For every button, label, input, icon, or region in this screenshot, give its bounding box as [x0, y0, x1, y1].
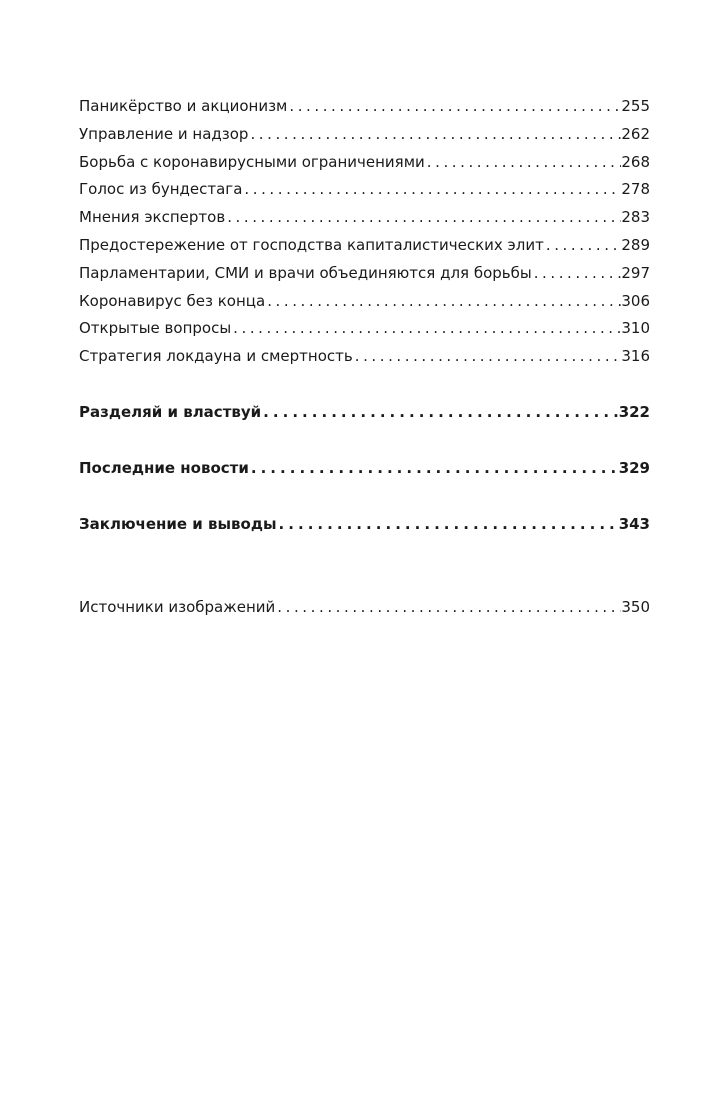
toc-entry [79, 343, 650, 371]
toc-leader-dots [265, 288, 621, 316]
toc-entry-title: Управление и надзор [79, 124, 249, 143]
toc-chapter-page: 343 [618, 514, 650, 533]
toc-entry [79, 176, 650, 204]
toc-chapter-page: 322 [618, 402, 650, 421]
toc-chapter [79, 399, 650, 427]
toc-leader-dots [287, 93, 621, 121]
toc-entry-page: 255 [621, 97, 650, 115]
toc-entry-title: Коронавирус без конца [79, 291, 266, 310]
toc-entry-title: Мнения экспертов [79, 208, 226, 227]
toc-leader-dots [353, 343, 622, 371]
toc-entry [79, 288, 650, 316]
toc-entry-page: 289 [621, 235, 650, 254]
toc-spacer [79, 371, 650, 399]
toc-entry-title: Голос из бундестага [79, 180, 243, 199]
toc-chapter-title: Заключение и выводы [79, 514, 277, 533]
toc-entry [79, 121, 650, 149]
toc-chapter [79, 511, 650, 539]
toc-entry-page: 306 [621, 291, 650, 310]
toc-leader-dots [275, 594, 621, 622]
toc-chapter-page: 329 [618, 458, 650, 477]
toc-appendix-page: 350 [621, 598, 650, 617]
toc-leader-dots [277, 511, 619, 539]
toc-entry-title: Открытые вопросы [79, 319, 232, 338]
toc-entry [79, 232, 650, 260]
toc-entry-title: Стратегия локдауна и смертность [79, 347, 353, 366]
toc-appendix-title: Источники изображений [79, 598, 276, 617]
toc-entry-page: 262 [621, 124, 650, 143]
table-of-contents [79, 93, 650, 622]
toc-leader-dots [242, 176, 621, 204]
toc-entry-title: Паникёрство и акционизм [79, 97, 288, 115]
toc-appendix [79, 594, 650, 622]
toc-leader-dots [425, 149, 622, 177]
toc-entry-title: Борьба с коронавирусными ограничениями [79, 152, 425, 171]
toc-entry-page: 310 [621, 319, 650, 338]
toc-leader-dots [261, 399, 619, 427]
toc-entry-page: 268 [621, 152, 650, 171]
toc-entry-title: Предостережение от господства капиталистических элит [79, 235, 544, 254]
toc-chapter [79, 455, 650, 483]
toc-entry-page: 316 [621, 347, 650, 366]
toc-entry-page: 283 [621, 208, 650, 227]
toc-entry-page: 297 [621, 263, 650, 282]
toc-leader-dots [544, 232, 621, 260]
toc-entry-page: 278 [621, 180, 650, 199]
toc-chapter-title: Разделяй и властвуй [79, 402, 262, 421]
toc-entry [79, 260, 650, 288]
toc-spacer [79, 483, 650, 511]
toc-leader-dots [248, 121, 621, 149]
toc-leader-dots [231, 315, 621, 343]
toc-entry [79, 204, 650, 232]
toc-spacer [79, 427, 650, 455]
toc-leader-dots [532, 260, 622, 288]
toc-leader-dots [249, 455, 619, 483]
toc-entry [79, 93, 650, 121]
toc-entry [79, 149, 650, 177]
toc-leader-dots [225, 204, 621, 232]
toc-entry [79, 315, 650, 343]
toc-spacer [79, 538, 650, 594]
toc-chapter-title: Последние новости [79, 458, 249, 477]
toc-entry-title: Парламентарии, СМИ и врачи объединяются для борьбы [79, 263, 532, 282]
